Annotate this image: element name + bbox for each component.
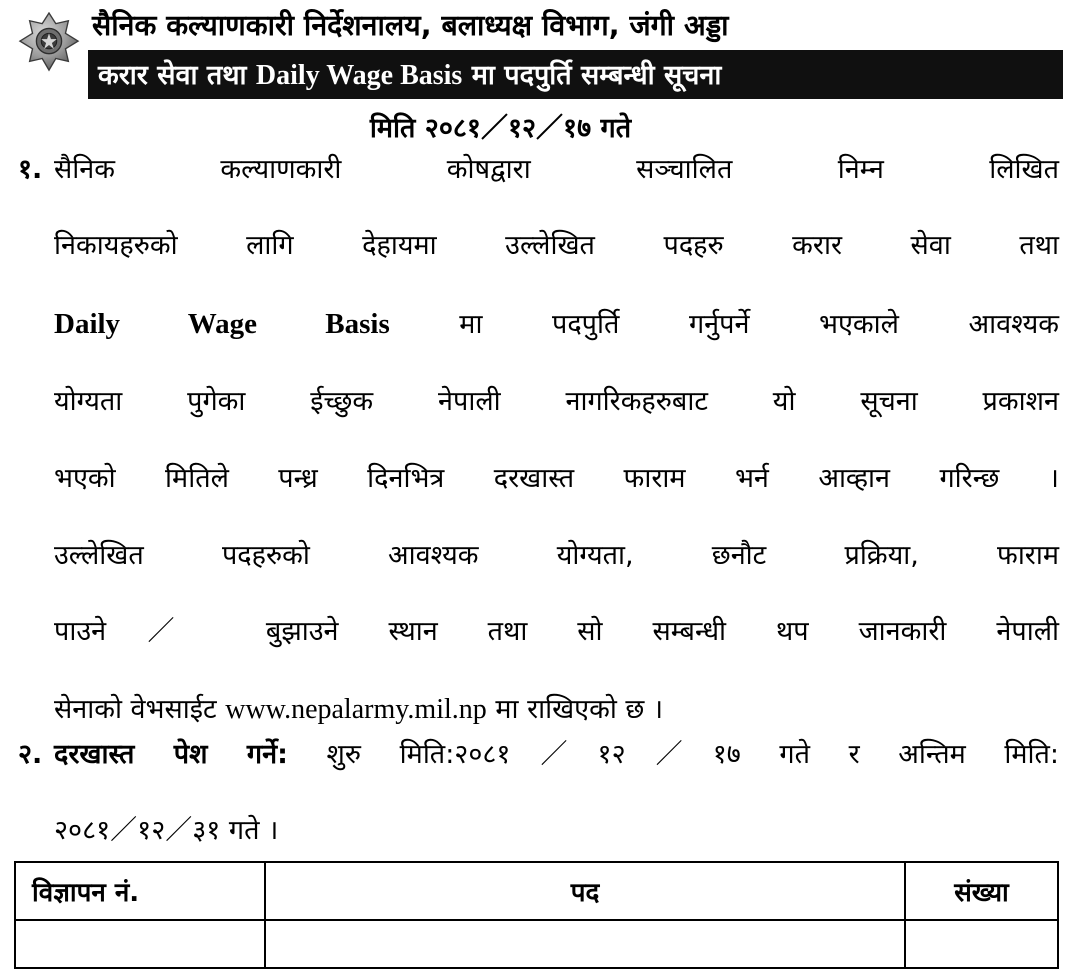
header-text-block [88, 8, 1063, 145]
column-header-post: पद [265, 862, 905, 920]
notice-title-banner [88, 50, 1063, 99]
notice-paragraph [12, 736, 1063, 851]
paragraph-line: पाउने／ बुझाउने स्थान तथा सो सम्बन्धी थप जानकारी नेपाली [54, 616, 1059, 648]
column-header-quantity: संख्या [905, 862, 1058, 920]
column-header-ad-no: विज्ञापन नं. [15, 862, 265, 920]
notice-header [12, 8, 1063, 145]
paragraph-line: भएको मितिले पन्ध्र दिनभित्र दरखास्त फाराम भर्न आव्हान गरिन्छ । [54, 463, 1059, 495]
bold-label-text: दरखास्त पेश गर्ने: [54, 738, 288, 770]
paragraph-line: निकायहरुको लागि देहायमा उल्लेखित पदहरु करार सेवा तथा [54, 230, 1059, 262]
paragraph-text [54, 736, 1063, 851]
paragraph-number: २. [18, 738, 43, 770]
jobs-table [14, 861, 1059, 969]
cell-post [265, 920, 905, 968]
table-row [15, 920, 1058, 968]
paragraph-line: उल्लेखित पदहरुको आवश्यक योग्यता, छनौट प्रक्रिया, फाराम [54, 539, 1059, 571]
notice-body [12, 151, 1063, 851]
nepal-army-emblem-icon [18, 12, 80, 74]
website-url-text: www.nepalarmy.mil.np [225, 694, 487, 726]
paragraph-line: Daily Wage Basis मा पदपुर्ति गर्नुपर्ने भएकाले आवश्यक [54, 307, 1059, 340]
notice-paragraph [12, 151, 1063, 730]
banner-text-part2: मा पदपुर्ति सम्बन्धी सूचना [462, 59, 722, 91]
paragraph-line: दरखास्त पेश गर्ने: शुरु मिति:२०८१／१२／१७ गते र अन्तिम मिति: [54, 738, 1059, 770]
paragraph-line: २०८१／१२／३१ गते । [54, 815, 279, 847]
latin-bold-text: Daily Wage Basis [54, 307, 390, 340]
cell-quantity [905, 920, 1058, 968]
table-header-row [15, 862, 1058, 920]
organization-line: सैनिक कल्याणकारी निर्देशनालय, बलाध्यक्ष विभाग, जंगी अड्डा [92, 9, 729, 42]
jobs-table-wrap [12, 861, 1063, 969]
banner-text-latin: Daily Wage Basis [255, 59, 463, 91]
paragraph-line: सैनिक कल्याणकारी कोषद्वारा सञ्चालित निम्न लिखित [54, 153, 1059, 185]
paragraph-line: योग्यता पुगेका ईच्छुक नेपाली नागरिकहरुबाट यो सूचना प्रकाशन [54, 386, 1059, 418]
cell-ad-no [15, 920, 265, 968]
banner-text-part1: करार सेवा तथा [98, 59, 256, 91]
paragraph-number: १. [18, 153, 43, 185]
paragraph-text [54, 151, 1063, 730]
paragraph-line: सेनाको वेभसाईट www.nepalarmy.mil.np मा राखिएको छ । [54, 694, 664, 726]
notice-date-line: मिति २०८१／१२／१७ गते [369, 112, 632, 144]
